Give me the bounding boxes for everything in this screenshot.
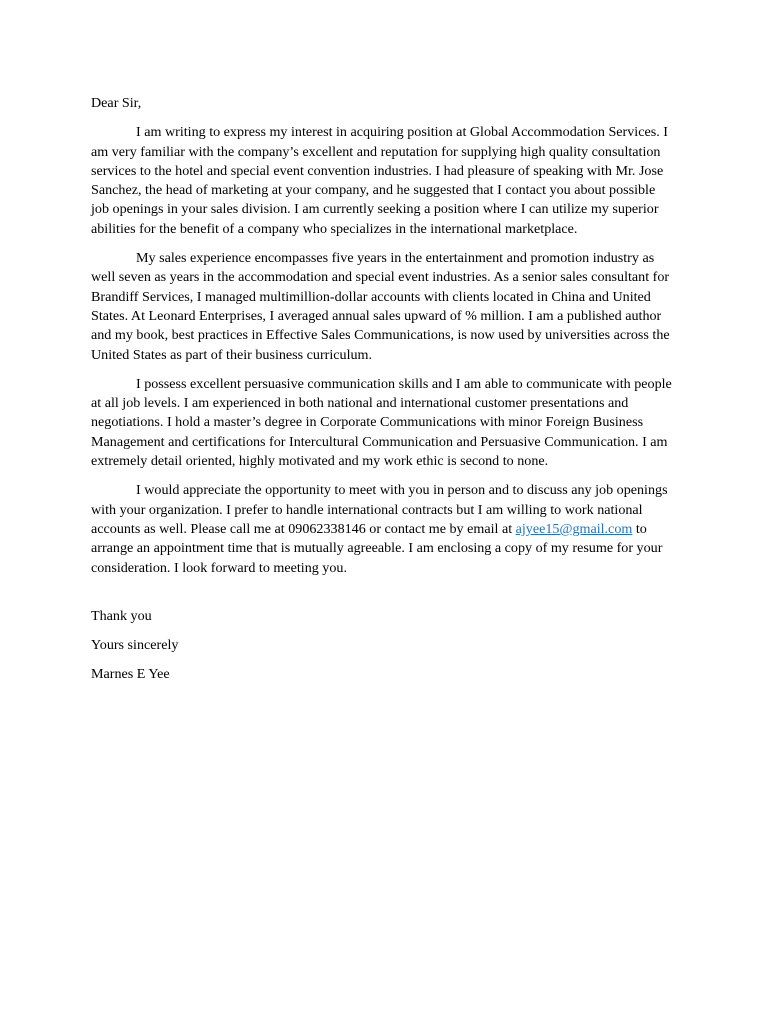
paragraph-request-text: I would appreciate the opportunity to meet with you in person and to discuss any job openings with your organization. I prefer to handle international contracts but I am willing to work national accounts as well. Please call me at 09062338146 or contact me by email at (91, 482, 668, 537)
paragraph-experience: My sales experience encompasses five years in the entertainment and promotion industry as well seven as years in the accommodation and special event industries. As a senior sales consultant for Brandiff Services, I managed multimillion-dollar accounts with clients located in China and United States. At Leonard Enterprises, I averaged annual sales upward of % million. I am a published author and my book, best practices in Effective Sales Communications, is now used by universities across the United States as part of their business curriculum. (91, 250, 670, 363)
closing-sign-off: Yours sincerely (91, 637, 179, 654)
paragraph-skills: I possess excellent persuasive communication skills and I am able to communicate with people at all job levels. I am experienced in both national and international customer presentations and negotiations. I hold a master’s degree in Corporate Communications with minor Foreign Business Management and certifications for Intercultural Communication and Persuasive Communication. I am extremely detail oriented, highly motivated and my work ethic is second to none. (91, 375, 672, 470)
email-link[interactable]: ajyee15@gmail.com (515, 520, 633, 537)
salutation: Dear Sir, (91, 95, 142, 111)
paragraph-request (91, 481, 673, 577)
paragraph-interest: I am writing to express my interest in acquiring position at Global Accommodation Services. I am very familiar with the company’s excellent and reputation for supplying high quality consultation services to the hotel and special event convention industries. I had pleasure of speaking with Mr. Jose Sanchez, the head of marketing at your company, and he suggested that I contact you about possible job openings in your sales division. I am currently seeking a position where I can utilize my superior abilities for the benefit of a company who specializes in the international marketplace. (91, 124, 668, 237)
paragraph-request-text-end: to arrange an appointment time that is mutually agreeable. I am enclosing a copy of my resume for your consideration. I look forward to meeting you. (91, 520, 663, 576)
signature-name: Marnes E Yee (91, 666, 170, 683)
closing-thanks: Thank you (91, 607, 152, 624)
letter-body (91, 94, 673, 685)
